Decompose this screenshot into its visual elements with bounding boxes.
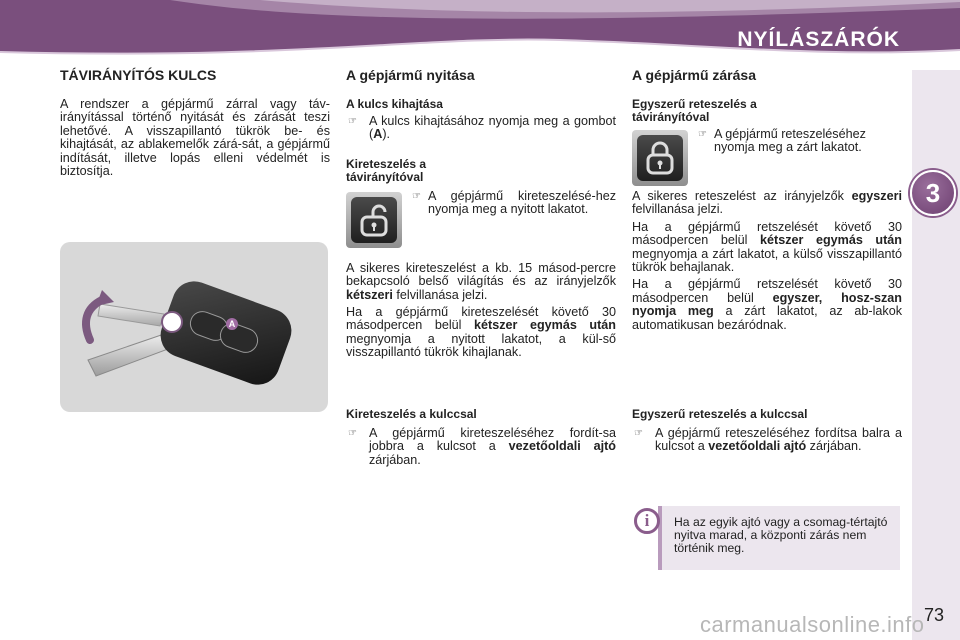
bullet-key-lock: ☞ A gépjármű reteszeléséhez fordítsa balra a kulcsot a vezetőoldali ajtó zárjában. [634, 426, 902, 454]
open-padlock-icon [359, 203, 389, 237]
column-locking [632, 68, 902, 332]
watermark: carmanualsonline.info [700, 612, 925, 637]
intro-paragraph: A rendszer a gépjármű zárral vagy táv-irányítással történő nyitását és zárását teszi lehetővé. A visszapillantó tükrök be- és kihajtását, az ablakemelők zárá-sát, a gépjármű indítását, illetve lopás elleni védelmét is biztosítja. [60, 97, 330, 179]
closed-padlock-icon [645, 141, 675, 175]
info-note-text: Ha az egyik ajtó vagy a csomag-tértajtó nyitva marad, a központi zárás nem történik meg. [674, 515, 888, 556]
bullet-remote-lock: ☞ A gépjármű reteszeléséhez nyomja meg a zárt lakatot. [698, 127, 866, 155]
closed-padlock-button-image [632, 130, 688, 186]
chapter-number-badge[interactable]: 3 [910, 170, 956, 216]
section-title: TÁVIRÁNYÍTÓS KULCS [60, 67, 217, 83]
subheading-key-unlock: Kireteszelés a kulccsal [346, 407, 477, 421]
pointing-hand-icon: ☞ [348, 428, 357, 439]
info-icon: i [634, 508, 660, 534]
section-title: A gépjármű zárása [632, 67, 756, 83]
remote-key-illustration [60, 242, 328, 412]
subheading-remote-unlock: Kireteszelés a távirányítóval [346, 156, 427, 184]
page-header [0, 0, 960, 62]
paragraph-lock-mirrors: Ha a gépjármű retszelését követő 30 másodpercen belül kétszer egymás után megnyomja a zárt lakatot, a külső visszapillantó tükrök behajlanak. [632, 219, 902, 275]
pointing-hand-icon: ☞ [348, 116, 357, 127]
pointing-hand-icon: ☞ [698, 129, 707, 140]
remote-key-image [60, 242, 328, 412]
bullet-unfold: ☞ A kulcs kihajtásához nyomja meg a gombot (A). [348, 114, 616, 142]
chapter-title: NYÍLÁSZÁRÓK [737, 28, 900, 51]
subheading-remote-lock: Egyszerű reteszelés a távirányítóval [632, 97, 757, 124]
bullet-key-unlock: ☞ A gépjármű kireteszeléséhez fordít-sa jobbra a kulcsot a vezetőoldali ajtó zárjában. [348, 426, 616, 467]
subsection-key-unlock [346, 408, 616, 467]
paragraph-lock-windows: Ha a gépjármű retszelését követő 30 másodpercen belül egyszer, hosz-szan nyomja meg a zárt lakatot, az ab-lakok automatikusan bezáródnak. [632, 277, 903, 332]
subheading-key-lock: Egyszerű reteszelés a kulccsal [632, 407, 808, 421]
pointing-hand-icon: ☞ [634, 428, 643, 439]
pointing-hand-icon: ☞ [412, 190, 421, 202]
side-tab-strip [912, 70, 960, 640]
button-a-label: A [226, 318, 238, 330]
bullet-remote-unlock: ☞ A gépjármű kireteszelésé-hez nyomja meg a nyitott lakatot. [412, 188, 616, 217]
subheading-unfold: A kulcs kihajtása [346, 97, 443, 111]
paragraph-unlock-signal: A sikeres kireteszelést a kb. 15 másod-percre bekapcsoló belső világítás és az irányjelzők kétszeri felvillanása jelzi. [346, 260, 616, 302]
page-number: 73 [924, 605, 945, 625]
section-title: A gépjármű nyitása [346, 67, 475, 83]
subsection-key-lock [632, 408, 902, 454]
open-padlock-button-image [346, 192, 402, 248]
paragraph-lock-signal: A sikeres reteszelést az irányjelzők egyszeri felvillanása jelzi. [632, 189, 902, 217]
paragraph-unlock-mirrors: Ha a gépjármű kireteszelését követő 30 másodpercen belül kétszer egymás után megnyomja a nyitott lakatot, a kül-ső visszapillantó tükrök kihajlanak. [346, 305, 616, 360]
column-remote-key [60, 68, 330, 178]
